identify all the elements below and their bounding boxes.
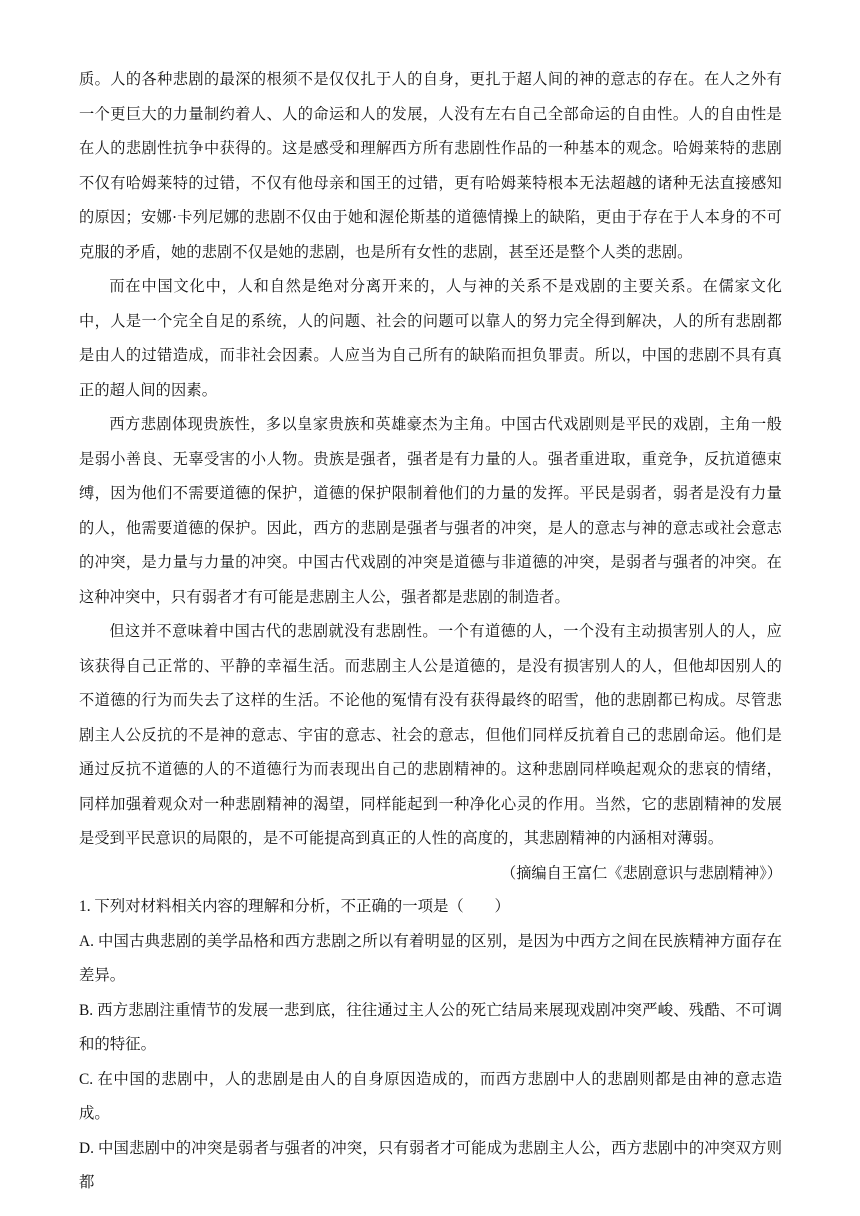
article-source: （摘编自王富仁《悲剧意识与悲剧精神》）	[501, 863, 782, 882]
option-a: A. 中国古典悲剧的美学品格和西方悲剧之所以有着明显的区别，是因为中西方之间在民族精神方面存在差异。	[79, 932, 782, 984]
article-paragraph-2: 而在中国文化中，人和自然是绝对分离开来的，人与神的关系不是戏剧的主要关系。在儒家文化中，人是一个完全自足的系统，人的问题、社会的问题可以靠人的努力完全得到解决，人的所有悲剧都是由人的过错造成，而非社会因素。人应当为自己所有的缺陷而担负罪责。所以，中国的悲剧不具有真正的超人间的因素。	[79, 277, 782, 399]
article-paragraph-1: 质。人的各种悲剧的最深的根须不是仅仅扎于人的自身，更扎于超人间的神的意志的存在。在人之外有一个更巨大的力量制约着人、人的命运和人的发展，人没有左右自己全部命运的自由性。人的自由性是在人的悲剧性抗争中获得的。这是感受和理解西方所有悲剧性作品的一种基本的观念。哈姆莱特的悲剧不仅有哈姆莱特的过错，不仅有他母亲和国王的过错，更有哈姆莱特根本无法超越的诸种无法直接感知的原因；安娜·卡列尼娜的悲剧不仅由于她和渥伦斯基的道德情操上的缺陷，更由于存在于人本身的不可克服的矛盾，她的悲剧不仅是她的悲剧，也是所有女性的悲剧，甚至还是整个人类的悲剧。	[79, 70, 782, 261]
option-b: B. 西方悲剧注重情节的发展一悲到底，往往通过主人公的死亡结局来展现戏剧冲突严峻、残酷、不可调和的特征。	[79, 1001, 782, 1053]
article-paragraph-4: 但这并不意味着中国古代的悲剧就没有悲剧性。一个有道德的人，一个没有主动损害别人的人，应该获得自己正常的、平静的幸福生活。而悲剧主人公是道德的，是没有损害别人的人，但他却因别人的不道德的行为而失去了这样的生活。不论他的冤情有没有获得最终的昭雪，他的悲剧都已构成。尽管悲剧主人公反抗的不是神的意志、宇宙的意志、社会的意志，但他们同样反抗着自己的悲剧命运。他们是通过反抗不道德的人的不道德行为而表现出自己的悲剧精神的。这种悲剧同样唤起观众的悲哀的情绪，同样加强着观众对一种悲剧精神的渴望，同样能起到一种净化心灵的作用。当然，它的悲剧精神的发展是受到平民意识的局限的，是不可能提高到真正的人性的高度的，其悲剧精神的内涵相对薄弱。	[79, 622, 782, 847]
exam-page	[79, 62, 782, 1201]
option-c: C. 在中国的悲剧中，人的悲剧是由人的自身原因造成的，而西方悲剧中人的悲剧则都是由神的意志造成。	[79, 1070, 782, 1122]
option-d: D. 中国悲剧中的冲突是弱者与强者的冲突，只有弱者才可能成为悲剧主人公，西方悲剧中的冲突双方则都	[79, 1139, 782, 1191]
question-stem: 1. 下列对材料相关内容的理解和分析，不正确的一项是（ ）	[79, 898, 510, 915]
article-paragraph-3: 西方悲剧体现贵族性，多以皇家贵族和英雄豪杰为主角。中国古代戏剧则是平民的戏剧，主角一般是弱小善良、无辜受害的小人物。贵族是强者，强者是有力量的人。强者重进取，重竞争，反抗道德束缚，因为他们不需要道德的保护，道德的保护限制着他们的力量的发挥。平民是弱者，弱者是没有力量的人，他需要道德的保护。因此，西方的悲剧是强者与强者的冲突，是人的意志与神的意志或社会意志的冲突，是力量与力量的冲突。中国古代戏剧的冲突是道德与非道德的冲突，是弱者与强者的冲突。在这种冲突中，只有弱者才有可能是悲剧主人公，强者都是悲剧的制造者。	[79, 415, 782, 606]
